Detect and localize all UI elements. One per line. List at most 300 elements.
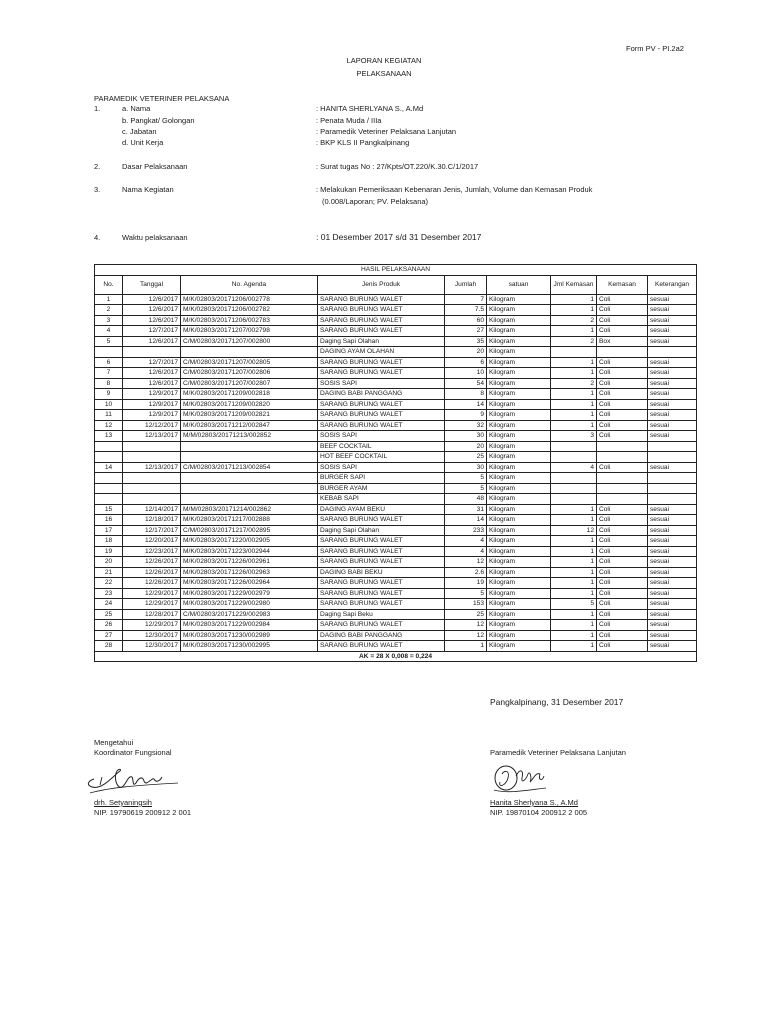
cell-no: 9: [95, 389, 123, 400]
cell-jenis-produk: HOT BEEF COCKTAIL: [318, 452, 445, 463]
column-header: Tanggal: [123, 275, 181, 294]
cell-jml-kemasan: 1: [551, 515, 597, 526]
cell-kemasan: Coli: [597, 588, 648, 599]
cell-jumlah: 233: [445, 525, 487, 536]
cell-jumlah: 153: [445, 599, 487, 610]
cell-jenis-produk: KEBAB SAPI: [318, 494, 445, 505]
cell-kemasan: Coli: [597, 462, 648, 473]
table-row: [95, 609, 697, 620]
cell-jumlah: 7.5: [445, 305, 487, 316]
table-row: [95, 567, 697, 578]
cell-no: 16: [95, 515, 123, 526]
cell-agenda: M/K/02803/20171229/002980: [181, 599, 318, 610]
field-value-waktu: : 01 Desember 2017 s/d 31 Desember 2017: [316, 232, 482, 242]
cell-keterangan: sesuai: [648, 378, 697, 389]
cell-keterangan: [648, 452, 697, 463]
cell-satuan: Kilogram: [487, 588, 551, 599]
field-label-nama: a. Nama: [122, 104, 151, 113]
cell-keterangan: sesuai: [648, 599, 697, 610]
cell-kemasan: Coli: [597, 557, 648, 568]
field-label-dasar: Dasar Pelaksanaan: [122, 162, 188, 171]
field-label-kegiatan: Nama Kegiatan: [122, 185, 174, 194]
report-subtitle: PELAKSANAAN: [356, 69, 412, 78]
cell-jumlah: 19: [445, 578, 487, 589]
table-row: [95, 420, 697, 431]
cell-tanggal: 12/29/2017: [123, 599, 181, 610]
table-row: [95, 588, 697, 599]
cell-jumlah: 20: [445, 347, 487, 358]
cell-tanggal: 12/18/2017: [123, 515, 181, 526]
cell-keterangan: sesuai: [648, 515, 697, 526]
cell-keterangan: sesuai: [648, 294, 697, 305]
cell-agenda: [181, 494, 318, 505]
table-row: [95, 483, 697, 494]
right-signature-image: [488, 760, 568, 800]
cell-agenda: M/K/02803/20171206/002778: [181, 294, 318, 305]
cell-tanggal: 12/6/2017: [123, 305, 181, 316]
cell-jml-kemasan: 1: [551, 630, 597, 641]
cell-agenda: M/K/02803/20171206/002782: [181, 305, 318, 316]
cell-jenis-produk: SARANG BURUNG WALET: [318, 515, 445, 526]
table-row: [95, 525, 697, 536]
cell-jml-kemasan: 1: [551, 641, 597, 652]
cell-jml-kemasan: 1: [551, 578, 597, 589]
cell-jml-kemasan: 1: [551, 546, 597, 557]
cell-keterangan: sesuai: [648, 420, 697, 431]
cell-jenis-produk: SARANG BURUNG WALET: [318, 536, 445, 547]
cell-no: 27: [95, 630, 123, 641]
table-row: [95, 620, 697, 631]
cell-satuan: Kilogram: [487, 525, 551, 536]
cell-keterangan: sesuai: [648, 641, 697, 652]
cell-no: [95, 347, 123, 358]
column-header: Jenis Produk: [318, 275, 445, 294]
cell-satuan: Kilogram: [487, 452, 551, 463]
cell-keterangan: sesuai: [648, 399, 697, 410]
cell-tanggal: 12/20/2017: [123, 536, 181, 547]
cell-jml-kemasan: 1: [551, 420, 597, 431]
cell-no: 18: [95, 536, 123, 547]
cell-tanggal: [123, 452, 181, 463]
cell-kemasan: Coli: [597, 294, 648, 305]
cell-kemasan: Coli: [597, 431, 648, 442]
cell-jumlah: 54: [445, 378, 487, 389]
cell-agenda: C/M/02803/20171213/002854: [181, 462, 318, 473]
cell-satuan: Kilogram: [487, 389, 551, 400]
cell-satuan: Kilogram: [487, 557, 551, 568]
table-row: [95, 441, 697, 452]
cell-jumlah: 30: [445, 462, 487, 473]
table-row: [95, 578, 697, 589]
cell-keterangan: [648, 494, 697, 505]
table-row: [95, 326, 697, 337]
table-row: [95, 515, 697, 526]
cell-agenda: C/M/02803/20171207/002807: [181, 378, 318, 389]
cell-agenda: M/K/02803/20171226/002963: [181, 567, 318, 578]
cell-jenis-produk: SARANG BURUNG WALET: [318, 399, 445, 410]
cell-no: 13: [95, 431, 123, 442]
cell-tanggal: 12/28/2017: [123, 609, 181, 620]
cell-jenis-produk: DAGING BABI BEKU: [318, 567, 445, 578]
cell-jumlah: 6: [445, 357, 487, 368]
cell-jenis-produk: SARANG BURUNG WALET: [318, 368, 445, 379]
cell-jumlah: 8: [445, 389, 487, 400]
cell-satuan: Kilogram: [487, 305, 551, 316]
table-row: [95, 494, 697, 505]
cell-tanggal: [123, 483, 181, 494]
cell-kemasan: Coli: [597, 609, 648, 620]
cell-tanggal: 12/6/2017: [123, 368, 181, 379]
cell-agenda: [181, 473, 318, 484]
cell-jml-kemasan: 3: [551, 431, 597, 442]
cell-no: 25: [95, 609, 123, 620]
column-header: Jml Kemasan: [551, 275, 597, 294]
form-code: Form PV - PI.2a2: [626, 44, 684, 53]
cell-kemasan: [597, 452, 648, 463]
results-table: [94, 264, 697, 662]
cell-no: 5: [95, 336, 123, 347]
cell-keterangan: sesuai: [648, 620, 697, 631]
cell-kemasan: Box: [597, 336, 648, 347]
cell-jml-kemasan: 1: [551, 588, 597, 599]
cell-tanggal: 12/26/2017: [123, 567, 181, 578]
cell-jml-kemasan: 4: [551, 462, 597, 473]
cell-agenda: M/K/02803/20171220/002905: [181, 536, 318, 547]
cell-satuan: Kilogram: [487, 494, 551, 505]
cell-kemasan: Coli: [597, 536, 648, 547]
cell-jml-kemasan: [551, 347, 597, 358]
cell-kemasan: [597, 441, 648, 452]
cell-satuan: Kilogram: [487, 441, 551, 452]
cell-jml-kemasan: [551, 473, 597, 484]
cell-jenis-produk: DAGING AYAM BEKU: [318, 504, 445, 515]
cell-agenda: C/M/02803/20171207/002805: [181, 357, 318, 368]
cell-tanggal: 12/6/2017: [123, 315, 181, 326]
cell-kemasan: [597, 494, 648, 505]
right-signer-nip: NIP. 19870104 200912 2 005: [490, 808, 588, 817]
cell-kemasan: Coli: [597, 641, 648, 652]
cell-no: 17: [95, 525, 123, 536]
cell-keterangan: sesuai: [648, 630, 697, 641]
cell-keterangan: sesuai: [648, 557, 697, 568]
field-label-pangkat: b. Pangkat/ Golongan: [122, 116, 195, 125]
cell-jenis-produk: Daging Sapi Beku: [318, 609, 445, 620]
column-header: Keterangan: [648, 275, 697, 294]
cell-agenda: C/M/02803/20171217/002895: [181, 525, 318, 536]
cell-agenda: M/M/02803/20171214/002862: [181, 504, 318, 515]
cell-jenis-produk: BEEF COCKTAIL: [318, 441, 445, 452]
table-row: [95, 462, 697, 473]
cell-jml-kemasan: 2: [551, 378, 597, 389]
cell-kemasan: [597, 473, 648, 484]
cell-tanggal: [123, 441, 181, 452]
table-row: [95, 399, 697, 410]
cell-jumlah: 2.6: [445, 567, 487, 578]
table-row: [95, 368, 697, 379]
cell-no: 14: [95, 462, 123, 473]
column-header: Jumlah: [445, 275, 487, 294]
table-row: [95, 546, 697, 557]
cell-satuan: Kilogram: [487, 368, 551, 379]
cell-satuan: Kilogram: [487, 578, 551, 589]
cell-jumlah: 25: [445, 452, 487, 463]
cell-no: [95, 473, 123, 484]
cell-jumlah: 35: [445, 336, 487, 347]
cell-tanggal: 12/6/2017: [123, 294, 181, 305]
cell-jml-kemasan: 1: [551, 368, 597, 379]
cell-no: 3: [95, 315, 123, 326]
cell-keterangan: sesuai: [648, 389, 697, 400]
field-value-dasar: : Surat tugas No : 27/Kpts/OT.220/K.30.C/1/2017: [316, 162, 479, 171]
place-date: Pangkalpinang, 31 Desember 2017: [490, 697, 624, 707]
cell-tanggal: 12/26/2017: [123, 557, 181, 568]
cell-keterangan: sesuai: [648, 536, 697, 547]
cell-kemasan: Coli: [597, 399, 648, 410]
left-signer-name: drh. Setyaningsih: [94, 798, 152, 807]
table-row: [95, 599, 697, 610]
cell-jml-kemasan: 1: [551, 567, 597, 578]
cell-satuan: Kilogram: [487, 357, 551, 368]
cell-keterangan: sesuai: [648, 326, 697, 337]
cell-tanggal: 12/9/2017: [123, 410, 181, 421]
cell-jenis-produk: SARANG BURUNG WALET: [318, 420, 445, 431]
cell-jumlah: 5: [445, 483, 487, 494]
field-label-waktu: Waktu pelaksanaan: [122, 233, 188, 242]
cell-keterangan: sesuai: [648, 546, 697, 557]
cell-agenda: M/K/02803/20171226/002964: [181, 578, 318, 589]
cell-jenis-produk: DAGING AYAM OLAHAN: [318, 347, 445, 358]
cell-tanggal: 12/12/2017: [123, 420, 181, 431]
cell-jml-kemasan: 1: [551, 326, 597, 337]
cell-keterangan: [648, 441, 697, 452]
cell-jml-kemasan: 1: [551, 389, 597, 400]
cell-agenda: C/M/02803/20171207/002800: [181, 336, 318, 347]
cell-agenda: M/K/02803/20171212/002847: [181, 420, 318, 431]
cell-kemasan: Coli: [597, 630, 648, 641]
cell-jenis-produk: SARANG BURUNG WALET: [318, 326, 445, 337]
cell-agenda: M/K/02803/20171207/002798: [181, 326, 318, 337]
field-label-jabatan: c. Jabatan: [122, 127, 157, 136]
cell-jenis-produk: Daging Sapi Olahan: [318, 525, 445, 536]
cell-no: 11: [95, 410, 123, 421]
cell-keterangan: sesuai: [648, 567, 697, 578]
table-title: HASIL PELAKSANAAN: [95, 265, 697, 276]
cell-keterangan: [648, 347, 697, 358]
left-signer-line2: Koordinator Fungsional: [94, 748, 172, 757]
cell-no: 22: [95, 578, 123, 589]
cell-jml-kemasan: [551, 441, 597, 452]
cell-jml-kemasan: 1: [551, 305, 597, 316]
cell-agenda: [181, 347, 318, 358]
cell-satuan: Kilogram: [487, 336, 551, 347]
cell-tanggal: 12/23/2017: [123, 546, 181, 557]
table-row: [95, 315, 697, 326]
cell-tanggal: [123, 494, 181, 505]
cell-jenis-produk: Daging Sapi Olahan: [318, 336, 445, 347]
cell-jumlah: 32: [445, 420, 487, 431]
cell-jml-kemasan: [551, 452, 597, 463]
cell-jml-kemasan: 2: [551, 315, 597, 326]
cell-keterangan: sesuai: [648, 357, 697, 368]
cell-satuan: Kilogram: [487, 431, 551, 442]
cell-jml-kemasan: 12: [551, 525, 597, 536]
cell-jumlah: 10: [445, 368, 487, 379]
field-value-nama: : HANITA SHERLYANA S., A.Md: [316, 104, 424, 113]
cell-satuan: Kilogram: [487, 599, 551, 610]
cell-satuan: Kilogram: [487, 641, 551, 652]
field-value-kegiatan-cont: (0.008/Laporan; PV. Pelaksana): [322, 197, 429, 206]
cell-keterangan: sesuai: [648, 588, 697, 599]
cell-jml-kemasan: 1: [551, 357, 597, 368]
cell-satuan: Kilogram: [487, 483, 551, 494]
cell-jml-kemasan: 2: [551, 336, 597, 347]
cell-jenis-produk: BURGER AYAM: [318, 483, 445, 494]
cell-jumlah: 1: [445, 641, 487, 652]
cell-agenda: M/K/02803/20171230/002995: [181, 641, 318, 652]
cell-no: [95, 441, 123, 452]
cell-keterangan: sesuai: [648, 578, 697, 589]
cell-tanggal: 12/30/2017: [123, 630, 181, 641]
cell-tanggal: 12/13/2017: [123, 462, 181, 473]
cell-no: 8: [95, 378, 123, 389]
right-signer-name: Hanita Sherlyana S., A.Md: [490, 798, 578, 807]
cell-keterangan: sesuai: [648, 504, 697, 515]
cell-agenda: C/M/02803/20171207/002806: [181, 368, 318, 379]
cell-keterangan: sesuai: [648, 431, 697, 442]
cell-jml-kemasan: 1: [551, 504, 597, 515]
cell-jumlah: 25: [445, 609, 487, 620]
cell-jenis-produk: SARANG BURUNG WALET: [318, 641, 445, 652]
cell-jumlah: 20: [445, 441, 487, 452]
table-row: [95, 357, 697, 368]
cell-no: 12: [95, 420, 123, 431]
cell-jenis-produk: SOSIS SAPI: [318, 431, 445, 442]
cell-kemasan: Coli: [597, 567, 648, 578]
cell-jumlah: 12: [445, 630, 487, 641]
cell-no: 2: [95, 305, 123, 316]
cell-satuan: Kilogram: [487, 473, 551, 484]
cell-satuan: Kilogram: [487, 326, 551, 337]
cell-tanggal: 12/29/2017: [123, 588, 181, 599]
cell-jenis-produk: SARANG BURUNG WALET: [318, 294, 445, 305]
cell-no: 24: [95, 599, 123, 610]
cell-tanggal: 12/26/2017: [123, 578, 181, 589]
cell-jumlah: 14: [445, 399, 487, 410]
cell-jml-kemasan: 1: [551, 399, 597, 410]
cell-tanggal: 12/29/2017: [123, 620, 181, 631]
cell-keterangan: [648, 473, 697, 484]
cell-jenis-produk: SARANG BURUNG WALET: [318, 315, 445, 326]
cell-agenda: [181, 441, 318, 452]
table-row: [95, 452, 697, 463]
cell-jumlah: 27: [445, 326, 487, 337]
cell-kemasan: Coli: [597, 525, 648, 536]
cell-no: 20: [95, 557, 123, 568]
field-value-kegiatan: : Melakukan Pemeriksaan Kebenaran Jenis, Jumlah, Volume dan Kemasan Produk: [316, 185, 593, 194]
cell-agenda: M/K/02803/20171230/002989: [181, 630, 318, 641]
item-number: 4.: [94, 233, 101, 242]
field-value-jabatan: : Paramedik Veteriner Pelaksana Lanjutan: [316, 127, 457, 136]
cell-kemasan: Coli: [597, 378, 648, 389]
cell-kemasan: [597, 483, 648, 494]
cell-no: 1: [95, 294, 123, 305]
item-number: 2.: [94, 162, 101, 171]
cell-tanggal: 12/9/2017: [123, 399, 181, 410]
cell-kemasan: Coli: [597, 410, 648, 421]
cell-agenda: M/K/02803/20171206/002783: [181, 315, 318, 326]
cell-kemasan: Coli: [597, 420, 648, 431]
cell-jumlah: 30: [445, 431, 487, 442]
cell-keterangan: sesuai: [648, 462, 697, 473]
cell-keterangan: sesuai: [648, 525, 697, 536]
cell-tanggal: 12/9/2017: [123, 389, 181, 400]
cell-satuan: Kilogram: [487, 315, 551, 326]
cell-tanggal: 12/6/2017: [123, 336, 181, 347]
left-signer-line1: Mengetahui: [94, 738, 134, 747]
cell-kemasan: Coli: [597, 326, 648, 337]
cell-satuan: Kilogram: [487, 378, 551, 389]
cell-satuan: Kilogram: [487, 567, 551, 578]
cell-agenda: M/M/02803/20171213/002852: [181, 431, 318, 442]
cell-no: 6: [95, 357, 123, 368]
cell-kemasan: [597, 347, 648, 358]
cell-satuan: Kilogram: [487, 410, 551, 421]
cell-kemasan: Coli: [597, 599, 648, 610]
cell-no: 28: [95, 641, 123, 652]
cell-keterangan: sesuai: [648, 368, 697, 379]
cell-satuan: Kilogram: [487, 630, 551, 641]
table-row: [95, 347, 697, 358]
table-row: [95, 336, 697, 347]
cell-kemasan: Coli: [597, 546, 648, 557]
cell-satuan: Kilogram: [487, 504, 551, 515]
cell-no: 19: [95, 546, 123, 557]
left-signer-nip: NIP. 19790619 200912 2 001: [94, 808, 192, 817]
column-header: Kemasan: [597, 275, 648, 294]
cell-jml-kemasan: 1: [551, 620, 597, 631]
cell-jenis-produk: SARANG BURUNG WALET: [318, 620, 445, 631]
table-row: [95, 473, 697, 484]
cell-satuan: Kilogram: [487, 515, 551, 526]
cell-jml-kemasan: 1: [551, 609, 597, 620]
column-header: No.: [95, 275, 123, 294]
table-row: [95, 389, 697, 400]
column-header: satuan: [487, 275, 551, 294]
cell-agenda: M/K/02803/20171209/002820: [181, 399, 318, 410]
cell-jml-kemasan: 5: [551, 599, 597, 610]
cell-no: 21: [95, 567, 123, 578]
cell-tanggal: 12/30/2017: [123, 641, 181, 652]
cell-keterangan: [648, 483, 697, 494]
cell-agenda: M/K/02803/20171223/002944: [181, 546, 318, 557]
cell-jml-kemasan: [551, 483, 597, 494]
cell-satuan: Kilogram: [487, 347, 551, 358]
cell-jenis-produk: SARANG BURUNG WALET: [318, 578, 445, 589]
cell-agenda: [181, 452, 318, 463]
table-row: [95, 504, 697, 515]
cell-jenis-produk: SOSIS SAPI: [318, 462, 445, 473]
cell-agenda: M/K/02803/20171217/002888: [181, 515, 318, 526]
cell-keterangan: sesuai: [648, 315, 697, 326]
cell-keterangan: sesuai: [648, 336, 697, 347]
table-row: [95, 294, 697, 305]
cell-jenis-produk: SARANG BURUNG WALET: [318, 546, 445, 557]
cell-agenda: M/K/02803/20171229/002979: [181, 588, 318, 599]
cell-no: 7: [95, 368, 123, 379]
field-value-unit: : BKP KLS II Pangkalpinang: [316, 138, 410, 147]
cell-jenis-produk: SARANG BURUNG WALET: [318, 357, 445, 368]
cell-satuan: Kilogram: [487, 294, 551, 305]
